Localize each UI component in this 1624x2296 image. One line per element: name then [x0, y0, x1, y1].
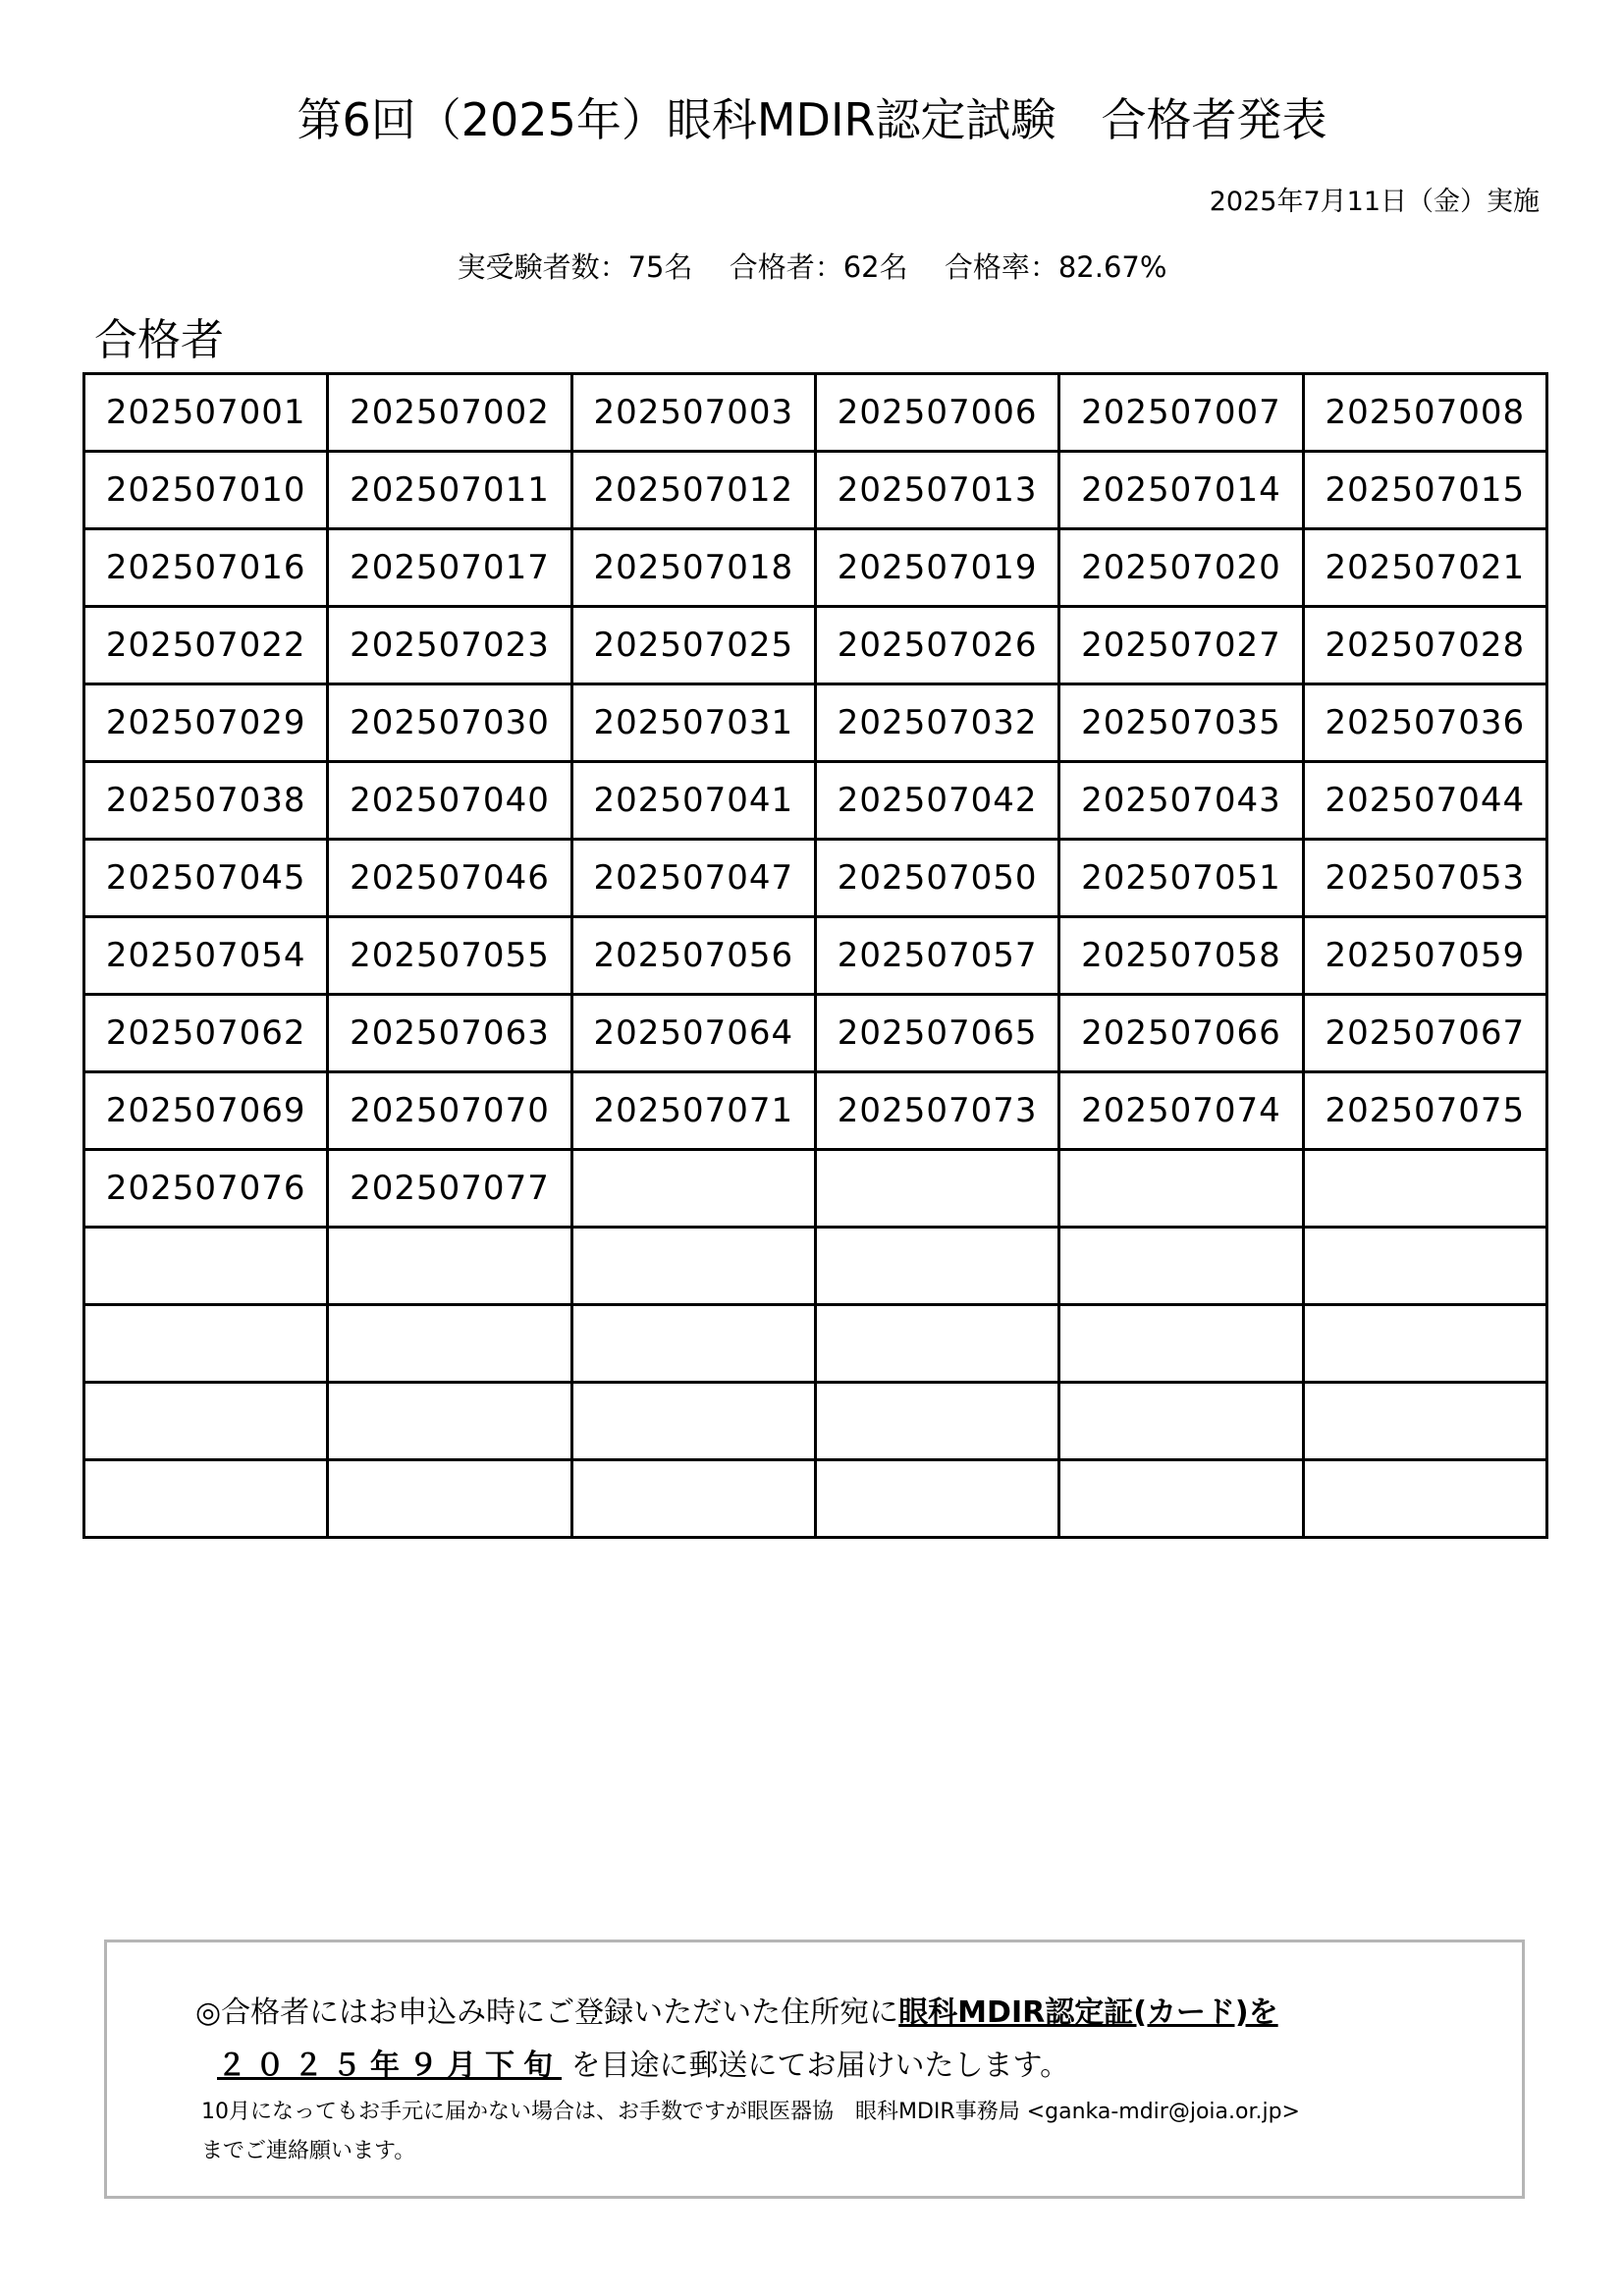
passer-number-cell: 202507075: [1303, 1072, 1546, 1150]
empty-cell: [84, 1228, 328, 1305]
table-row: [84, 529, 1547, 607]
contact-note-end: までご連絡願います。: [201, 2139, 416, 2163]
table-row: [84, 1150, 1547, 1228]
passer-table-body: [84, 374, 1547, 1538]
page-title: 第6回（2025年）眼科MDIR認定試験 合格者発表: [297, 93, 1327, 146]
passer-number-cell: 202507053: [1303, 840, 1546, 917]
passer-number-cell: 202507057: [815, 917, 1058, 995]
passer-number-cell: 202507045: [84, 840, 328, 917]
passer-number-cell: 202507026: [815, 607, 1058, 684]
passer-number-cell: 202507065: [815, 995, 1058, 1072]
table-row: [84, 995, 1547, 1072]
passer-number-cell: 202507059: [1303, 917, 1546, 995]
notice-line-2: [217, 2041, 1069, 2084]
passer-number-cell: 202507051: [1059, 840, 1303, 917]
table-row: [84, 607, 1547, 684]
passer-number-cell: 202507019: [815, 529, 1058, 607]
passer-number-cell: 202507028: [1303, 607, 1546, 684]
passer-number-cell: 202507021: [1303, 529, 1546, 607]
empty-cell: [1303, 1150, 1546, 1228]
passer-number-cell: 202507042: [815, 762, 1058, 840]
passer-number-cell: 202507029: [84, 684, 328, 762]
empty-cell: [328, 1460, 571, 1538]
passer-number-cell: 202507070: [328, 1072, 571, 1150]
passer-number-cell: 202507071: [571, 1072, 815, 1150]
empty-cell: [1059, 1305, 1303, 1383]
empty-cell: [1059, 1460, 1303, 1538]
passer-number-cell: 202507036: [1303, 684, 1546, 762]
passer-number-cell: 202507055: [328, 917, 571, 995]
passer-number-cell: 202507006: [815, 374, 1058, 452]
passer-count: 合格者：62名: [729, 250, 908, 284]
table-row: [84, 762, 1547, 840]
passer-number-cell: 202507017: [328, 529, 571, 607]
passer-number-cell: 202507025: [571, 607, 815, 684]
empty-cell: [1303, 1305, 1546, 1383]
passer-number-cell: 202507043: [1059, 762, 1303, 840]
passer-number-cell: 202507010: [84, 452, 328, 529]
passer-number-cell: 202507040: [328, 762, 571, 840]
passer-number-cell: 202507003: [571, 374, 815, 452]
exam-stats: [0, 246, 1624, 286]
empty-cell: [815, 1460, 1058, 1538]
passer-number-cell: 202507008: [1303, 374, 1546, 452]
table-row: [84, 917, 1547, 995]
passer-number-cell: 202507056: [571, 917, 815, 995]
table-row: [84, 684, 1547, 762]
examinee-count: 実受験者数：75名: [457, 250, 693, 284]
section-heading: 合格者: [94, 315, 224, 365]
empty-cell: [571, 1305, 815, 1383]
passer-number-cell: 202507062: [84, 995, 328, 1072]
empty-cell: [1303, 1460, 1546, 1538]
passer-number-cell: 202507035: [1059, 684, 1303, 762]
notice-line-2-text: を目途に郵送にてお届けいたします。: [562, 2049, 1070, 2083]
passer-number-cell: 202507020: [1059, 529, 1303, 607]
passer-number-cell: 202507066: [1059, 995, 1303, 1072]
empty-cell: [84, 1383, 328, 1460]
table-row: [84, 452, 1547, 529]
passer-number-cell: 202507069: [84, 1072, 328, 1150]
passer-table: [82, 372, 1548, 1539]
passer-number-cell: 202507038: [84, 762, 328, 840]
empty-cell: [815, 1305, 1058, 1383]
table-row: [84, 1383, 1547, 1460]
table-row: [84, 840, 1547, 917]
delivery-date-emphasis: ２０２５年９月下旬: [217, 2049, 562, 2083]
certificate-emphasis: 眼科MDIR認定証(カード)を: [898, 1995, 1278, 2030]
passer-number-cell: 202507012: [571, 452, 815, 529]
empty-cell: [1059, 1150, 1303, 1228]
passer-number-cell: 202507011: [328, 452, 571, 529]
passer-number-cell: 202507027: [1059, 607, 1303, 684]
empty-cell: [571, 1460, 815, 1538]
passer-number-cell: 202507013: [815, 452, 1058, 529]
passer-number-cell: 202507022: [84, 607, 328, 684]
passer-number-cell: 202507041: [571, 762, 815, 840]
passer-number-cell: 202507030: [328, 684, 571, 762]
exam-date: 2025年7月11日（金）実施: [1209, 187, 1540, 217]
passer-number-cell: 202507064: [571, 995, 815, 1072]
notice-line-1-text: ◎合格者にはお申込み時にご登録いただいた住所宛に: [195, 1995, 899, 2030]
passer-number-cell: 202507002: [328, 374, 571, 452]
empty-cell: [571, 1228, 815, 1305]
table-row: [84, 1460, 1547, 1538]
empty-cell: [815, 1228, 1058, 1305]
passer-number-cell: 202507063: [328, 995, 571, 1072]
passer-number-cell: 202507047: [571, 840, 815, 917]
passer-number-cell: 202507016: [84, 529, 328, 607]
passer-number-cell: 202507032: [815, 684, 1058, 762]
passer-number-cell: 202507031: [571, 684, 815, 762]
table-row: [84, 1228, 1547, 1305]
passer-number-cell: 202507050: [815, 840, 1058, 917]
passer-number-cell: 202507023: [328, 607, 571, 684]
pass-rate: 合格率：82.67%: [944, 250, 1167, 284]
passer-number-cell: 202507067: [1303, 995, 1546, 1072]
empty-cell: [1303, 1228, 1546, 1305]
passer-number-cell: 202507015: [1303, 452, 1546, 529]
passer-number-cell: 202507077: [328, 1150, 571, 1228]
passer-number-cell: 202507018: [571, 529, 815, 607]
notice-box: [104, 1940, 1525, 2199]
empty-cell: [1059, 1228, 1303, 1305]
passer-number-cell: 202507054: [84, 917, 328, 995]
passer-number-cell: 202507007: [1059, 374, 1303, 452]
empty-cell: [571, 1383, 815, 1460]
contact-note: 10月になってもお手元に届かない場合は、お手数ですが眼医器協 眼科MDIR事務局 <ganka-mdir@joia.or.jp>: [201, 2100, 1300, 2124]
empty-cell: [1059, 1383, 1303, 1460]
empty-cell: [571, 1150, 815, 1228]
passer-number-cell: 202507001: [84, 374, 328, 452]
passer-number-cell: 202507076: [84, 1150, 328, 1228]
passer-number-cell: 202507014: [1059, 452, 1303, 529]
passer-number-cell: 202507073: [815, 1072, 1058, 1150]
passer-number-cell: 202507074: [1059, 1072, 1303, 1150]
empty-cell: [328, 1383, 571, 1460]
notice-line-1: [195, 1988, 1278, 2031]
empty-cell: [815, 1383, 1058, 1460]
empty-cell: [84, 1305, 328, 1383]
passer-number-cell: 202507058: [1059, 917, 1303, 995]
empty-cell: [84, 1460, 328, 1538]
table-row: [84, 374, 1547, 452]
passer-number-cell: 202507044: [1303, 762, 1546, 840]
empty-cell: [328, 1228, 571, 1305]
empty-cell: [1303, 1383, 1546, 1460]
table-row: [84, 1305, 1547, 1383]
passer-number-cell: 202507046: [328, 840, 571, 917]
empty-cell: [815, 1150, 1058, 1228]
table-row: [84, 1072, 1547, 1150]
empty-cell: [328, 1305, 571, 1383]
